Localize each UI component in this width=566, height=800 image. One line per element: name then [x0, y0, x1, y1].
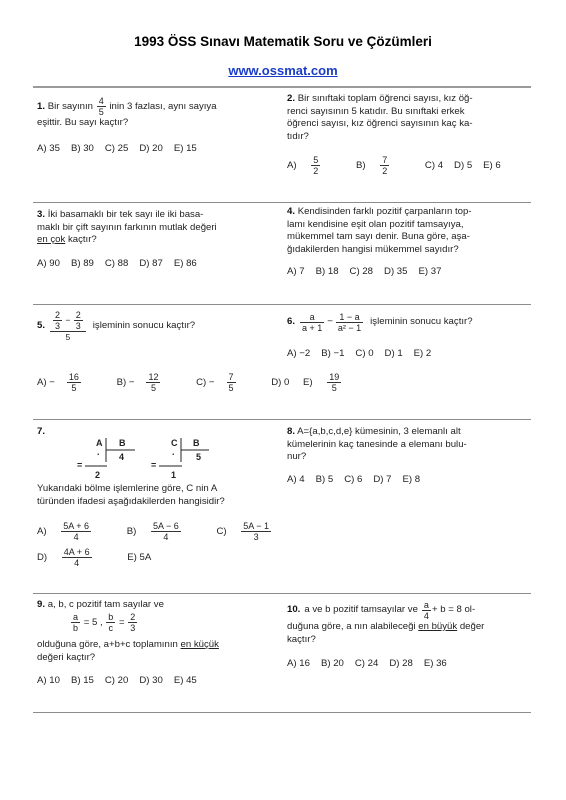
question-text: kaçtır?: [287, 633, 316, 645]
division-dividend: C: [171, 438, 178, 448]
division-remainder: 2: [95, 470, 101, 480]
option-e[interactable]: E) 2: [413, 348, 432, 359]
question-text: işleminin sonucu kaçtır?: [370, 316, 473, 328]
option-c[interactable]: C) 0: [355, 348, 374, 359]
option-d[interactable]: D) 87: [139, 258, 163, 269]
divider: [33, 419, 531, 420]
option-b[interactable]: B) 20: [320, 658, 344, 669]
option-a[interactable]: A) $\frac{5}{2}$: [287, 155, 319, 176]
answer-options: [287, 266, 452, 277]
question-text: olduğuna göre, a+b+c toplamının: [37, 639, 178, 650]
option-e[interactable]: E) 5A: [127, 552, 152, 564]
question-text: A={a,b,c,d,e} kümesinin, 3 elemanlı alt: [297, 426, 461, 437]
option-a[interactable]: A) 10: [37, 675, 60, 686]
website-link[interactable]: www.ossmat.com: [228, 63, 338, 78]
division-dividend: A: [96, 438, 103, 448]
emphasis-text: en çok: [37, 234, 66, 246]
answer-options: [37, 675, 208, 686]
divider: [33, 593, 531, 594]
option-b[interactable]: B) 30: [70, 143, 94, 154]
option-b[interactable]: B) $\frac{7}{2}$: [355, 155, 388, 176]
division-dot: .: [97, 447, 100, 457]
question-text: Kendisinden farklı pozitif çarpanların top-: [297, 206, 472, 217]
option-b[interactable]: B) −1: [321, 348, 345, 359]
question-number: 1.: [37, 101, 46, 113]
option-a[interactable]: A) 4: [287, 474, 305, 485]
question-number: 4.: [287, 206, 296, 217]
option-d[interactable]: D) 28: [389, 658, 413, 669]
option-c[interactable]: C) 28: [349, 266, 374, 277]
question-2: [287, 93, 517, 143]
answer-options: [37, 258, 208, 269]
divider: [33, 202, 531, 203]
option-c[interactable]: C) 25: [104, 143, 129, 154]
question-3: [37, 209, 277, 247]
option-e[interactable]: E) 8: [402, 474, 421, 485]
option-a[interactable]: A) 90: [37, 258, 60, 269]
question-text: a ve b pozitif tamsayılar ve: [304, 604, 418, 616]
option-c[interactable]: C) $\frac{5A - 1}{3}$: [216, 521, 270, 542]
equals-sign: =: [77, 460, 83, 470]
question-7: [37, 426, 45, 439]
question-number: 10.: [287, 604, 301, 616]
division-divisor: B: [119, 438, 126, 448]
option-d[interactable]: D) 30: [139, 675, 163, 686]
divider: [33, 86, 531, 88]
option-a[interactable]: A) 7: [287, 266, 305, 277]
answer-options: [37, 547, 162, 568]
question-9-equation: $\frac{a}{b}$ = 5 , $\frac{b}{c}$ = $\frac{2}{3}$: [73, 612, 136, 633]
option-c[interactable]: C) − $\frac{7}{5}$: [196, 372, 234, 393]
divider: [33, 304, 531, 305]
option-e[interactable]: E) 15: [173, 143, 197, 154]
question-text: kümelerinin kaç tanesinde a elemanı bulu-: [287, 438, 467, 450]
division-divisor: B: [193, 438, 200, 448]
option-b[interactable]: B) − $\frac{12}{5}$: [116, 372, 159, 393]
divider: [33, 712, 531, 713]
option-e[interactable]: E) 86: [173, 258, 197, 269]
option-a[interactable]: A) 16: [287, 658, 310, 669]
option-d[interactable]: D) 7: [373, 474, 392, 485]
question-text: işleminin sonucu kaçtır?: [92, 319, 196, 331]
question-text: eşittir. Bu sayı kaçtır?: [37, 117, 129, 128]
answer-options: [37, 372, 374, 393]
question-text: Bir sayının: [47, 101, 94, 113]
option-d[interactable]: D) 1: [384, 348, 403, 359]
question-text: + b = 8 ol-: [431, 604, 476, 616]
fraction: $\frac{a}{4}$: [423, 600, 429, 621]
emphasis-text: en büyük: [418, 621, 458, 632]
question-text: nur?: [287, 451, 307, 463]
option-b[interactable]: B) 5: [315, 474, 334, 485]
question-text: tıdır?: [287, 130, 309, 142]
question-text: türünden ifadesi aşağıdakilerden hangisidir?: [37, 495, 225, 507]
question-text: Bir sınıftaki toplam öğrenci sayısı, kız öğ-: [297, 93, 473, 104]
option-a[interactable]: A) $\frac{5A + 6}{4}$: [37, 521, 90, 542]
question-6: 6. $\frac{a}{a + 1}$ − $\frac{1 - a}{\text{a² − 1}}$ işleminin sonucu kaçtır?: [287, 312, 473, 333]
answer-options: [287, 348, 442, 359]
question-number: 3.: [37, 209, 46, 220]
option-e[interactable]: E) 37: [418, 266, 442, 277]
option-e[interactable]: E) 45: [173, 675, 197, 686]
question-number: 8.: [287, 426, 296, 437]
fraction: $\frac{a}{a + 1}$: [302, 312, 323, 333]
emphasis-text: en küçük: [180, 639, 219, 650]
compound-fraction: $\frac{2}{3}$ − $\frac{2}{3}$ 5: [50, 310, 86, 342]
question-text: kaçtır?: [67, 234, 97, 246]
page-title: 1993 ÖSS Sınavı Matematik Soru ve Çözümleri: [134, 34, 432, 49]
question-1: [37, 96, 277, 130]
question-text: duğuna göre, a nın alabileceği: [287, 621, 416, 632]
question-text: a, b, c pozitif tam sayılar ve: [47, 599, 164, 610]
division-remainder: 1: [171, 470, 177, 480]
question-10: [287, 600, 522, 646]
question-8: [287, 426, 522, 464]
answer-options: [37, 143, 208, 154]
answer-options: [37, 521, 304, 542]
question-text: değer: [459, 621, 485, 632]
option-a[interactable]: A) − $\frac{16}{5}$: [37, 372, 79, 393]
question-text: inin 3 fazlası, aynı sayıya: [109, 101, 217, 113]
option-d[interactable]: D) 0: [271, 377, 290, 389]
question-text: maklı bir çift sayının farkının mutlak değeri: [37, 221, 217, 233]
option-d[interactable]: D) 35: [384, 266, 408, 277]
option-a[interactable]: A) −2: [287, 348, 311, 359]
question-9: [37, 599, 277, 612]
answer-options: [287, 658, 458, 669]
division-dot: .: [172, 447, 175, 457]
fraction: $\frac{1 - a}{\text{a² − 1}}$: [337, 312, 362, 333]
question-text: mükemmel tam sayı denir. Buna göre, aşa-: [287, 231, 470, 243]
question-text: renci sayısının 5 katıdır. Bu sınıftaki erkek: [287, 105, 465, 117]
question-text: İki basamaklı bir tek sayı ile iki basa-: [47, 209, 204, 220]
option-d[interactable]: D) $\frac{4A + 6}{4}$: [37, 547, 90, 568]
division-quotient: 4: [119, 452, 125, 462]
option-d[interactable]: D) 5: [454, 160, 473, 172]
question-text: Yukarıdaki bölme işlemlerine göre, C nin A: [37, 483, 218, 494]
option-e[interactable]: E) 6: [483, 160, 501, 172]
division-diagrams: [75, 436, 235, 486]
option-a[interactable]: A) 35: [37, 143, 60, 154]
option-c[interactable]: C) 24: [354, 658, 379, 669]
option-c[interactable]: C) 88: [104, 258, 129, 269]
question-5: [37, 310, 277, 342]
question-number: 9.: [37, 599, 46, 610]
option-c[interactable]: C) 20: [104, 675, 129, 686]
option-b[interactable]: B) 15: [70, 675, 94, 686]
equals-sign: =: [151, 460, 157, 470]
option-e[interactable]: E) 36: [423, 658, 447, 669]
option-c[interactable]: C) 6: [344, 474, 363, 485]
division-quotient: 5: [196, 452, 202, 462]
question-number: 5.: [37, 319, 46, 331]
question-text: öğrenci sayısı, kız öğrenci sayısının kaç ka-: [287, 118, 473, 130]
answer-options: [287, 474, 431, 485]
question-9-text: [37, 639, 277, 664]
question-number: 6.: [287, 316, 296, 328]
question-text: değeri kaçtır?: [37, 651, 96, 663]
option-b[interactable]: B) 18: [315, 266, 339, 277]
fraction: $\frac{4}{5}$: [98, 96, 104, 117]
question-text: lamı kendisine eşit olan pozitif tamsayıya,: [287, 218, 464, 230]
question-7-text: [37, 483, 277, 508]
question-4: [287, 206, 522, 256]
option-d[interactable]: D) 20: [139, 143, 163, 154]
answer-options: [287, 155, 512, 176]
question-number: 7.: [37, 426, 46, 437]
question-number: 2.: [287, 93, 296, 104]
question-text: ğıdakilerden hangisi mükemmel sayıdır?: [287, 243, 459, 255]
option-b[interactable]: B) 89: [70, 258, 94, 269]
option-b[interactable]: B) $\frac{5A - 6}{4}$: [126, 521, 179, 542]
option-e[interactable]: E) $\frac{19}{5}$: [303, 372, 340, 393]
option-c[interactable]: C) 4: [424, 160, 444, 172]
